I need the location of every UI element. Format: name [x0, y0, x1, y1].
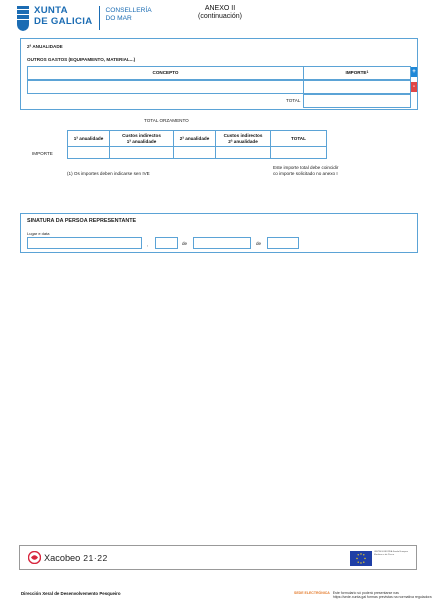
- budget-col-total: TOTAL: [270, 130, 327, 147]
- comma-separator: ,: [147, 242, 149, 247]
- budget-1-annuality-field[interactable]: [67, 146, 110, 159]
- xacobeo-years: 21·22: [83, 552, 108, 563]
- eu-logo: [350, 551, 408, 566]
- concepto-input[interactable]: [27, 80, 304, 94]
- footer-department: Dirección Xeral de Desenvolvemento Pesqueiro: [21, 591, 121, 596]
- eu-flag-icon: [350, 551, 372, 566]
- signature-section: [20, 213, 418, 253]
- budget-indirect-1-field[interactable]: [109, 146, 174, 159]
- annuality-section: [20, 38, 418, 110]
- budget-total-field[interactable]: [270, 146, 327, 159]
- importe-input[interactable]: [303, 80, 411, 94]
- xunta-shield-icon: [16, 6, 30, 31]
- brand-line1: XUNTA: [34, 5, 68, 16]
- place-input[interactable]: [27, 237, 142, 249]
- logo-divider: [99, 6, 100, 30]
- dept-line1: CONSELLERÍA: [105, 7, 152, 14]
- total-label: TOTAL: [286, 98, 301, 103]
- de-separator-1: de: [182, 241, 188, 246]
- budget-col-4: Custos indirectos 2ª anualidade: [215, 130, 271, 147]
- budget-col-1: 1ª anualidade: [67, 130, 110, 147]
- budget-col-3: 2ª anualidade: [173, 130, 216, 147]
- sede-note-line1: Este formulario só poderá presentarse nas: [332, 591, 399, 595]
- total-match-note-line1: Este importe total debe coincidir: [273, 165, 339, 170]
- xunta-logo: [16, 5, 152, 31]
- brand-line2: DE GALICIA: [34, 16, 93, 27]
- xacobeo-icon: [28, 551, 41, 564]
- budget-col-2: Custos indirectos 1ª anualidade: [109, 130, 174, 147]
- vat-note: (1) Os importes deben indicarse sen IVE: [67, 171, 150, 176]
- importe-header: [303, 66, 411, 80]
- de-separator-2: de: [256, 241, 262, 246]
- add-row-button[interactable]: +: [412, 69, 416, 75]
- sede-electronica-label: SEDE ELECTRÓNICA: [294, 591, 330, 595]
- footer-logos-bar: [19, 545, 417, 570]
- footer-sede-note: [294, 591, 432, 599]
- budget-row-label: IMPORTE: [32, 151, 53, 156]
- other-costs-title: OUTROS GASTOS (EQUIPAMENTO, MATERIAL...): [27, 57, 136, 62]
- budget-2-annuality-field[interactable]: [173, 146, 216, 159]
- importe-footnote-ref: 1: [366, 70, 369, 75]
- place-date-label: Lugar e data: [27, 231, 50, 236]
- day-input[interactable]: [155, 237, 178, 249]
- anexo-title: ANEXO II: [204, 5, 236, 12]
- sede-note-line2: https://sede.xunta.gal formas previstas na normativa reguladora: [332, 595, 432, 600]
- eu-text: UNIÓN EUROPEA Fondo Europeo Marítimo e de Pesca: [374, 551, 408, 556]
- total-budget-title: TOTAL ORZAMENTO: [144, 118, 189, 123]
- dept-line2: DO MAR: [105, 15, 132, 22]
- total-importe-field[interactable]: [303, 94, 411, 108]
- importe-header-label: IMPORTE: [345, 70, 367, 76]
- total-match-note-line2: co importe solicitado no anexo I: [273, 171, 338, 176]
- anexo-heading: [190, 5, 250, 21]
- xacobeo-word: Xacobeo: [44, 552, 81, 563]
- signature-title: SINATURA DA PERSOA REPRESENTANTE: [27, 218, 137, 224]
- year-input[interactable]: [267, 237, 299, 249]
- remove-row-button[interactable]: -: [413, 84, 415, 90]
- anexo-subtitle: (continuación): [198, 13, 242, 20]
- xacobeo-logo: [28, 551, 108, 564]
- month-input[interactable]: [193, 237, 251, 249]
- total-match-note: [273, 165, 338, 177]
- concepto-header: CONCEPTO: [27, 66, 304, 80]
- annuality-title: 2ª ANUALIDADE: [27, 44, 63, 49]
- budget-indirect-2-field[interactable]: [215, 146, 271, 159]
